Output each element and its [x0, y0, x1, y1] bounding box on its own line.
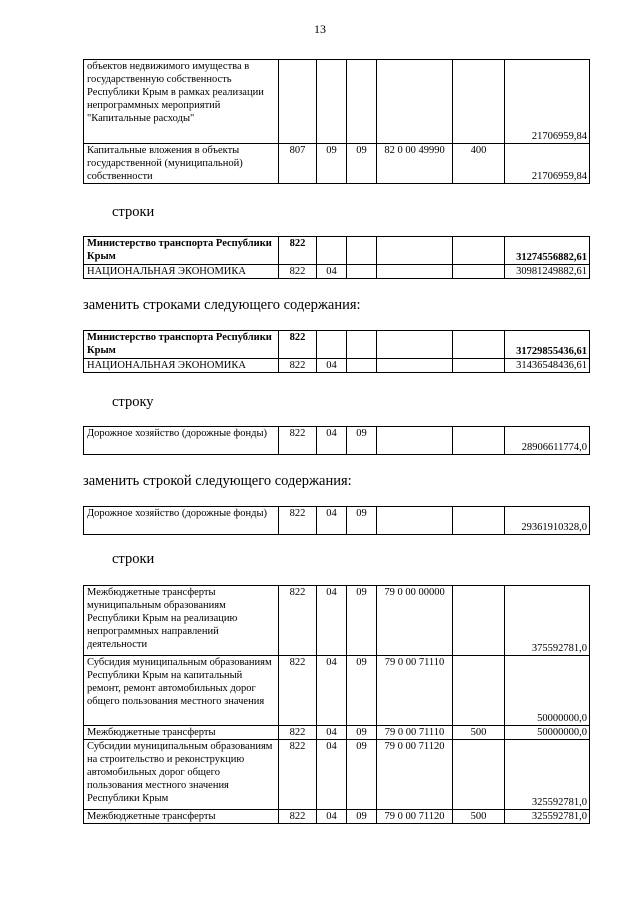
row-vr — [453, 656, 505, 726]
table-row — [84, 810, 590, 824]
row-vr: 400 — [453, 144, 505, 184]
row-pr: 09 — [347, 507, 377, 535]
row-amount: 50000000,0 — [505, 656, 590, 726]
row-name: Субсидия муниципальным образованиям Республики Крым на капитальный ремонт, ремонт автомобильных дорог общего пользования местного значения — [84, 656, 279, 726]
row-rz — [317, 331, 347, 359]
row-pr: 09 — [347, 726, 377, 740]
row-csr: 79 0 00 71110 — [377, 656, 453, 726]
row-amount: 21706959,84 — [505, 144, 590, 184]
row-grbs: 822 — [279, 265, 317, 279]
row-rz: 04 — [317, 586, 347, 656]
row-amount: 30981249882,61 — [505, 265, 590, 279]
table-row — [84, 60, 590, 144]
row-vr — [453, 586, 505, 656]
table-row — [84, 331, 590, 359]
row-name: Межбюджетные трансферты — [84, 726, 279, 740]
row-name: Межбюджетные трансферты муниципальным образованиям Республики Крым на реализацию непрограммных направлений деятельности — [84, 586, 279, 656]
row-name: Капитальные вложения в объекты государственной (муниципальной) собственности — [84, 144, 279, 184]
row-amount: 21706959,84 — [505, 60, 590, 144]
page-number: 13 — [314, 22, 326, 36]
row-csr: 79 0 00 71120 — [377, 810, 453, 824]
row-grbs: 822 — [279, 810, 317, 824]
row-name: НАЦИОНАЛЬНАЯ ЭКОНОМИКА — [84, 359, 279, 373]
row-csr: 79 0 00 71120 — [377, 740, 453, 810]
row-csr: 82 0 00 49990 — [377, 144, 453, 184]
table-row — [84, 586, 590, 656]
row-vr — [453, 331, 505, 359]
table-row — [84, 427, 590, 455]
row-amount: 375592781,0 — [505, 586, 590, 656]
row-name: Министерство транспорта Республики Крым — [84, 331, 279, 359]
row-vr: 500 — [453, 810, 505, 824]
row-vr — [453, 265, 505, 279]
row-vr — [453, 427, 505, 455]
row-csr: 79 0 00 00000 — [377, 586, 453, 656]
row-rz: 04 — [317, 740, 347, 810]
budget-table-1 — [83, 59, 590, 184]
row-vr — [453, 237, 505, 265]
row-rz: 09 — [317, 144, 347, 184]
row-name: Дорожное хозяйство (дорожные фонды) — [84, 427, 279, 455]
row-rz — [317, 60, 347, 144]
row-vr — [453, 740, 505, 810]
row-vr — [453, 359, 505, 373]
row-rz: 04 — [317, 359, 347, 373]
budget-table-5 — [83, 506, 590, 535]
row-grbs: 822 — [279, 237, 317, 265]
row-pr: 09 — [347, 740, 377, 810]
row-grbs: 822 — [279, 359, 317, 373]
row-name: Министерство транспорта Республики Крым — [84, 237, 279, 265]
row-grbs: 822 — [279, 740, 317, 810]
row-grbs: 822 — [279, 656, 317, 726]
row-grbs: 822 — [279, 331, 317, 359]
row-name: Субсидии муниципальным образованиям на строительство и реконструкцию автомобильных дорог общего пользования местного значения Республики Крым — [84, 740, 279, 810]
row-csr — [377, 331, 453, 359]
row-pr — [347, 237, 377, 265]
row-rz: 04 — [317, 810, 347, 824]
row-rz: 04 — [317, 507, 347, 535]
caption-replace-row: заменить строкой следующего содержания: — [83, 473, 352, 489]
row-amount: 28906611774,0 — [505, 427, 590, 455]
row-name: НАЦИОНАЛЬНАЯ ЭКОНОМИКА — [84, 265, 279, 279]
row-grbs: 822 — [279, 726, 317, 740]
budget-table-2 — [83, 236, 590, 279]
table-row — [84, 726, 590, 740]
row-grbs: 822 — [279, 507, 317, 535]
table-row — [84, 507, 590, 535]
row-vr — [453, 60, 505, 144]
row-csr — [377, 60, 453, 144]
row-grbs: 822 — [279, 427, 317, 455]
row-pr: 09 — [347, 810, 377, 824]
table-row — [84, 144, 590, 184]
row-amount: 325592781,0 — [505, 740, 590, 810]
row-pr: 09 — [347, 144, 377, 184]
row-pr — [347, 331, 377, 359]
row-pr: 09 — [347, 656, 377, 726]
row-vr — [453, 507, 505, 535]
row-grbs — [279, 60, 317, 144]
row-amount: 50000000,0 — [505, 726, 590, 740]
row-amount: 29361910328,0 — [505, 507, 590, 535]
row-csr — [377, 265, 453, 279]
row-csr — [377, 237, 453, 265]
table-row — [84, 237, 590, 265]
row-amount: 31274556882,61 — [505, 237, 590, 265]
caption-rows: строки — [112, 204, 155, 220]
row-vr: 500 — [453, 726, 505, 740]
row-rz: 04 — [317, 656, 347, 726]
row-name: Дорожное хозяйство (дорожные фонды) — [84, 507, 279, 535]
caption-replace-rows: заменить строками следующего содержания: — [83, 297, 361, 313]
row-pr — [347, 265, 377, 279]
budget-table-6 — [83, 585, 590, 824]
row-rz: 04 — [317, 265, 347, 279]
table-row — [84, 740, 590, 810]
table-row — [84, 656, 590, 726]
row-pr — [347, 60, 377, 144]
row-pr: 09 — [347, 586, 377, 656]
row-csr: 79 0 00 71110 — [377, 726, 453, 740]
table-row — [84, 265, 590, 279]
budget-table-3 — [83, 330, 590, 373]
row-pr — [347, 359, 377, 373]
caption-row: строку — [112, 394, 154, 410]
row-amount: 325592781,0 — [505, 810, 590, 824]
row-pr: 09 — [347, 427, 377, 455]
row-amount: 31436548436,61 — [505, 359, 590, 373]
caption-rows-2: строки — [112, 551, 155, 567]
table-row — [84, 359, 590, 373]
row-name: Межбюджетные трансферты — [84, 810, 279, 824]
row-csr — [377, 359, 453, 373]
row-name: объектов недвижимого имущества в государственную собственность Республики Крым в рамках реализации непрограммных мероприятий "Капитальные расходы" — [84, 60, 279, 144]
row-csr — [377, 507, 453, 535]
budget-table-4 — [83, 426, 590, 455]
row-amount: 31729855436,61 — [505, 331, 590, 359]
row-rz: 04 — [317, 726, 347, 740]
row-csr — [377, 427, 453, 455]
row-grbs: 807 — [279, 144, 317, 184]
row-grbs: 822 — [279, 586, 317, 656]
row-rz — [317, 237, 347, 265]
row-rz: 04 — [317, 427, 347, 455]
